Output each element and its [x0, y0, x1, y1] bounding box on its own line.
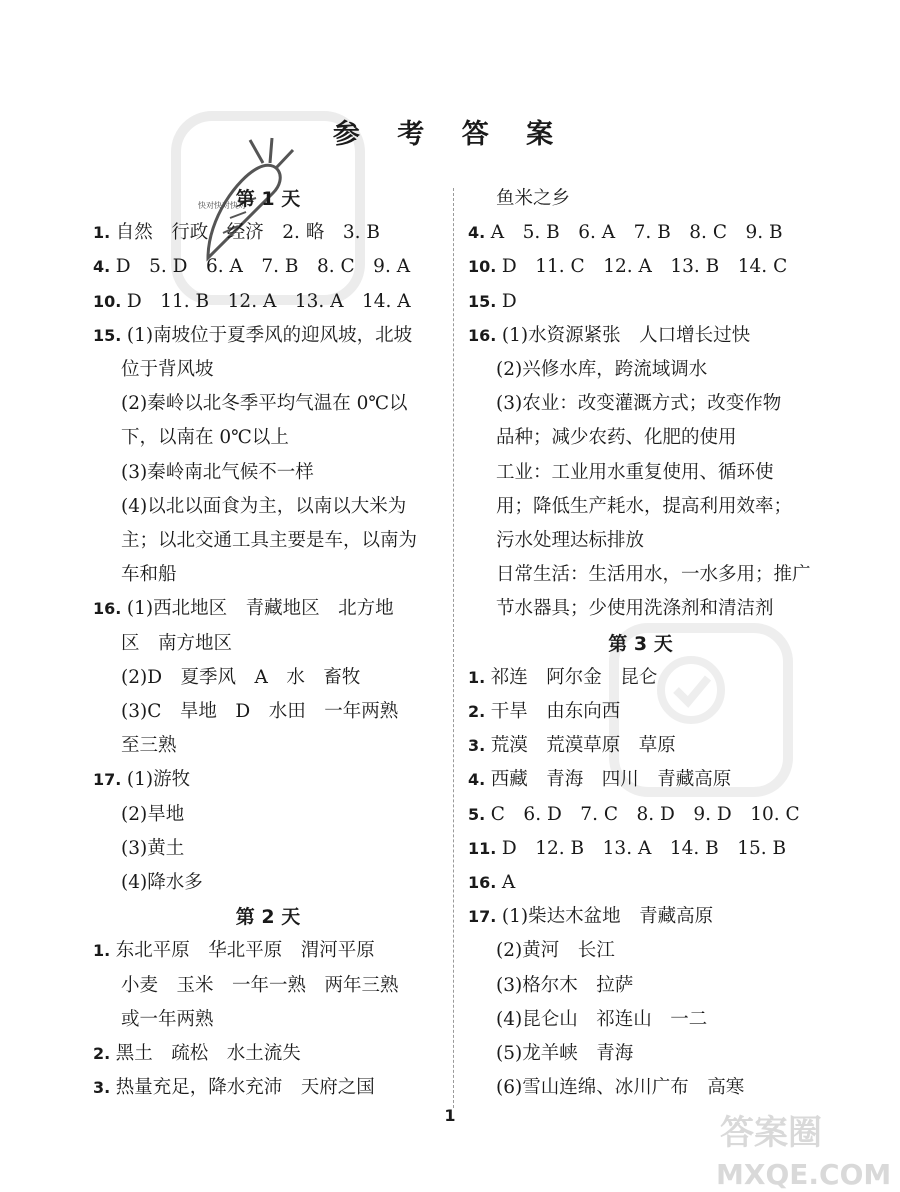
answer-text: C 6. D 7. C 8. D 9. D 10. C: [490, 803, 800, 825]
answer-text: 车和船: [121, 564, 177, 586]
answer-text: 区 南方地区: [121, 632, 233, 654]
answer-text: (2)D 夏季风 A 水 畜牧: [121, 666, 361, 688]
question-number: 3.: [93, 1078, 116, 1098]
answer-text: (4)昆仑山 祁连山 一二: [496, 1008, 708, 1030]
answer-text: 鱼米之乡: [496, 188, 571, 209]
answer-text: (2)兴修水库，跨流域调水: [496, 359, 708, 380]
question-number: 3.: [468, 736, 491, 756]
answer-line: [468, 798, 800, 832]
answer-continuation: [468, 1037, 633, 1071]
answer-continuation: [468, 592, 774, 626]
question-number: 15.: [468, 291, 502, 311]
question-number: 4.: [468, 770, 491, 790]
answer-text: A 5. B 6. A 7. B 8. C 9. B: [490, 222, 783, 244]
answer-line: [93, 285, 411, 319]
answer-line: [468, 216, 783, 250]
answer-text: 用；降低生产耗水，提高利用效率；: [496, 495, 793, 517]
question-number: 10.: [93, 291, 127, 311]
page-title: 参 考 答 案: [332, 119, 568, 150]
answer-line: [93, 934, 375, 968]
question-number: 16.: [93, 599, 127, 619]
answer-text: 小麦 玉米 一年一熟 两年三熟: [121, 974, 399, 996]
answer-text: 西藏 青海 四川 青藏高原: [490, 769, 732, 791]
watermark-brand: 答案圈: [720, 1113, 822, 1153]
answer-line: [93, 763, 190, 797]
answer-text: 荒漠 荒漠草原 草原: [490, 735, 676, 757]
answer-continuation: [468, 524, 644, 558]
answer-text: (6)雪山连绵、冰川广布 高寒: [496, 1077, 745, 1099]
answer-line: [93, 216, 380, 250]
answer-text: (2)秦岭以北冬季平均气温在 0℃以: [121, 393, 408, 415]
day-heading-text: 第 3 天: [608, 632, 673, 655]
answer-continuation: [468, 1071, 744, 1105]
answer-text: (1)柴达木盆地 青藏高原: [501, 906, 714, 928]
answer-line: [468, 285, 517, 319]
answer-continuation: [93, 353, 214, 387]
answer-text: (2)黄河 长江: [496, 940, 615, 962]
answer-line: [468, 832, 786, 866]
answer-text: 自然 行政 经济 2. 略 3. B: [115, 222, 380, 244]
answer-continuation: [93, 729, 177, 763]
answer-continuation: [93, 421, 289, 455]
day-heading-text: 第 2 天: [235, 906, 301, 929]
answer-text: 黑土 疏松 水土流失: [115, 1043, 301, 1064]
answer-line: [93, 1037, 301, 1071]
answer-text: (1)西北地区 青藏地区 北方地: [126, 598, 394, 620]
question-number: 1.: [93, 223, 116, 243]
answer-text: (3)秦岭南北气候不一样: [121, 461, 314, 483]
answer-text: A: [501, 872, 516, 893]
page-number: 1: [444, 1106, 456, 1125]
answer-line: [468, 866, 515, 900]
answer-line: [468, 250, 787, 284]
answer-line: [468, 319, 750, 353]
answer-text: (5)龙羊峡 青海: [496, 1043, 634, 1064]
answer-text: 主；以北交通工具主要是车，以南为: [121, 530, 418, 551]
answer-line: [93, 250, 410, 284]
answer-continuation: [468, 387, 781, 421]
answer-text: (3)黄土: [121, 837, 185, 859]
answer-line: [468, 900, 713, 934]
answer-line: [468, 695, 620, 729]
answer-continuation: [468, 490, 792, 524]
answer-line: [468, 763, 731, 797]
answer-text: 东北平原 华北平原 渭河平原: [115, 940, 375, 962]
answer-continuation: [93, 695, 398, 729]
answer-text: 节水器具；少使用洗涤剂和清洁剂: [496, 598, 774, 620]
answer-continuation: [468, 182, 570, 216]
answer-continuation: [93, 490, 406, 524]
watermark-logo-text: 快对快对快对: [198, 201, 246, 210]
answer-line: [93, 592, 394, 626]
answer-text: 热量充足，降水充沛 天府之国: [115, 1077, 375, 1099]
answer-continuation: [93, 558, 177, 592]
answer-text: (4)以北以面食为主，以南以大米为: [121, 495, 407, 517]
question-number: 17.: [93, 770, 127, 790]
answer-text: (4)降水多: [121, 872, 203, 893]
question-number: 11.: [468, 838, 502, 858]
answer-continuation: [93, 866, 203, 900]
question-number: 1.: [93, 941, 116, 961]
answer-continuation: [93, 456, 314, 490]
question-number: 10.: [468, 257, 502, 277]
question-number: 16.: [468, 325, 502, 345]
answer-text: 至三熟: [121, 735, 177, 757]
question-number: 2.: [468, 702, 491, 721]
answer-continuation: [93, 387, 408, 421]
question-number: 4.: [468, 223, 491, 243]
question-number: 4.: [93, 257, 116, 277]
answer-text: 干旱 由东向西: [490, 701, 621, 722]
column-divider: [453, 188, 454, 1108]
answer-continuation: [93, 798, 184, 832]
answer-text: 品种；减少农药、化肥的使用: [496, 427, 737, 449]
answer-text: D 12. B 13. A 14. B 15. B: [501, 837, 787, 859]
question-number: 16.: [468, 873, 502, 892]
answer-continuation: [468, 934, 615, 968]
answer-text: (1)南坡位于夏季风的迎风坡，北坡: [126, 324, 413, 346]
answer-text: (1)水资源紧张 人口增长过快: [501, 324, 751, 346]
answer-continuation: [93, 969, 399, 1003]
day-heading: [93, 900, 443, 934]
answer-text: D 5. D 6. A 7. B 8. C 9. A: [115, 256, 411, 278]
answer-continuation: [93, 524, 417, 558]
question-number: 5.: [468, 804, 491, 824]
day-heading-text: 第 1 天: [235, 188, 301, 210]
answer-text: 下，以南在 0℃以上: [121, 427, 289, 449]
watermark-site-url: MXQE.COM: [716, 1158, 892, 1190]
question-number: 17.: [468, 907, 502, 927]
answer-continuation: [93, 627, 232, 661]
answer-text: (3)C 旱地 D 水田 一年两熟: [121, 701, 399, 722]
answer-line: [93, 319, 412, 353]
answer-text: 工业：工业用水重复使用、循环使: [496, 461, 774, 483]
day-heading: [93, 182, 443, 216]
answer-text: D 11. C 12. A 13. B 14. C: [501, 256, 788, 278]
answer-line: [93, 1071, 375, 1105]
answer-text: (1)游牧: [126, 769, 191, 791]
answer-text: 位于背风坡: [121, 359, 214, 380]
answer-text: (3)格尔木 拉萨: [496, 974, 634, 996]
answer-line: [468, 661, 657, 695]
question-number: 2.: [93, 1044, 116, 1063]
answer-text: 污水处理达标排放: [496, 530, 645, 551]
answer-continuation: [468, 456, 774, 490]
answer-continuation: [468, 1003, 707, 1037]
answer-text: 日常生活：生活用水，一水多用；推广: [496, 564, 811, 586]
answer-continuation: [468, 353, 707, 387]
answer-text: D 11. B 12. A 13. A 14. A: [126, 290, 411, 312]
answer-text: 或一年两熟: [121, 1008, 214, 1030]
question-number: 15.: [93, 325, 127, 345]
answer-continuation: [93, 832, 184, 866]
answer-text: D: [501, 290, 517, 312]
answer-continuation: [468, 558, 811, 592]
answer-line: [468, 729, 676, 763]
question-number: 1.: [468, 667, 491, 687]
answer-text: (2)旱地: [121, 803, 185, 825]
day-heading: [468, 627, 813, 661]
answer-continuation: [93, 1003, 214, 1037]
answer-continuation: [93, 661, 360, 695]
answer-continuation: [468, 421, 737, 455]
answer-continuation: [468, 969, 633, 1003]
answer-text: 祁连 阿尔金 昆仑: [490, 666, 658, 688]
answer-text: (3)农业：改变灌溉方式；改变作物: [496, 393, 782, 415]
